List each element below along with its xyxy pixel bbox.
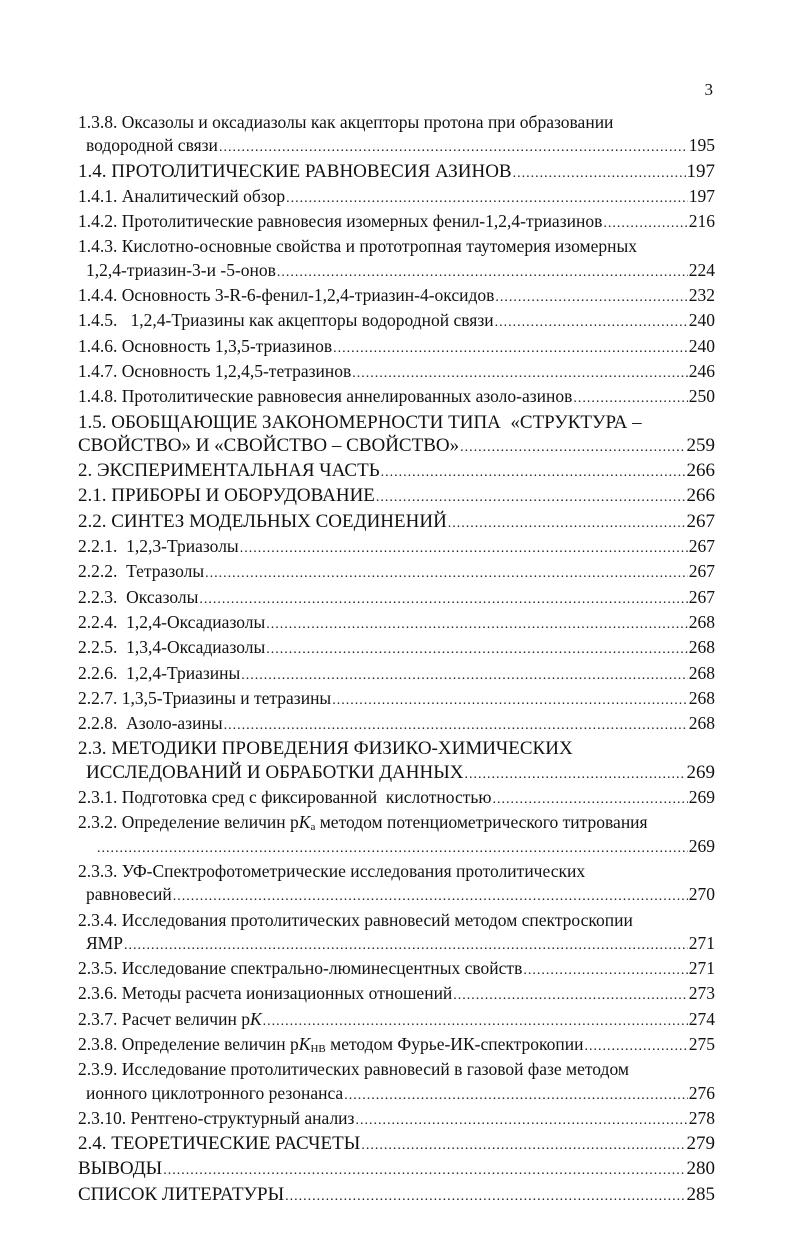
toc-page-number: 270: [688, 884, 715, 905]
toc-page-number: 250: [688, 386, 715, 407]
toc-page-number: 276: [688, 1082, 715, 1103]
toc-page-number: 278: [688, 1107, 715, 1128]
dot-leader: [199, 588, 687, 611]
toc-page-number: 267: [688, 561, 715, 582]
toc-entry-title: 2.3.10. Рентгено-структурный анализ: [78, 1107, 355, 1128]
toc-entry-title: 1.4.5. 1,2,4-Триазины как акцепторы водородной связи: [78, 310, 494, 331]
toc-entry-1-4-1[interactable]: [78, 185, 715, 210]
toc-page-number: 268: [688, 687, 715, 708]
toc-page-number: 269: [688, 835, 715, 856]
toc-page-number: 268: [688, 611, 715, 632]
toc-entry-2-3-10[interactable]: [78, 1107, 715, 1132]
toc-entry-1-4-8[interactable]: [78, 385, 715, 410]
dot-leader: [573, 387, 687, 410]
dot-leader: [381, 461, 686, 484]
toc-entry-title: 2.3.7. Расчет величин pK: [78, 1008, 262, 1029]
toc-entry-title: 2.3.1. Подготовка сред с фиксированной кислотностью: [78, 787, 492, 808]
toc-entry-title: 1.5. ОБОБЩАЮЩИЕ ЗАКОНОМЕРНОСТИ ТИПА «СТРУКТУРА –: [78, 411, 642, 433]
toc-entry-title: 2.2.5. 1,3,4-Оксадиазолы: [78, 637, 266, 658]
toc-page-number: 259: [686, 434, 715, 456]
toc-entry-title: 2.2.2. Тетразолы: [78, 561, 205, 582]
dot-leader: [333, 337, 688, 360]
toc-entry-1-4-2[interactable]: [78, 210, 715, 235]
dot-leader: [285, 1185, 685, 1208]
toc-entry-title: 2.2.4. 1,2,4-Оксадиазолы: [78, 611, 266, 632]
toc-page-number: 268: [688, 662, 715, 683]
table-of-contents: [78, 111, 715, 1208]
toc-entry-2-1[interactable]: [78, 484, 715, 509]
dot-leader: [163, 1159, 685, 1182]
toc-entry-2-2-4[interactable]: [78, 611, 715, 636]
dot-leader: [266, 638, 687, 661]
dot-leader: [465, 763, 686, 786]
toc-entry-1-4-6[interactable]: [78, 335, 715, 360]
toc-page-number: 240: [688, 310, 715, 331]
dot-leader: [263, 1010, 688, 1033]
toc-entry-2-2-6[interactable]: [78, 662, 715, 687]
dot-leader: [495, 286, 687, 309]
toc-page-number: 267: [686, 510, 715, 532]
toc-page-number: 195: [688, 135, 715, 156]
toc-entry-2-3-2[interactable]: [78, 811, 715, 860]
toc-page-number: 267: [688, 536, 715, 557]
toc-entry-2-3-7[interactable]: [78, 1008, 715, 1033]
toc-entry-title: 1.4.1. Аналитический обзор: [78, 185, 286, 206]
dot-leader: [603, 212, 687, 235]
toc-entry-title: 2.4. ТЕОРЕТИЧЕСКИЕ РАСЧЕТЫ: [78, 1133, 361, 1155]
toc-entry-title: 2.3.5. Исследование спектрально-люминесцентных свойств: [78, 958, 523, 979]
dot-leader: [376, 486, 686, 509]
dot-leader: [460, 436, 685, 459]
toc-entry-2-2-1[interactable]: [78, 535, 715, 560]
toc-entry-title: 1.4.3. Кислотно-основные свойства и прототропная таутомерия изомерных: [78, 236, 637, 257]
toc-entry-2-2[interactable]: [78, 510, 715, 535]
toc-entry-1-4-4[interactable]: [78, 284, 715, 309]
toc-page-number: 267: [688, 586, 715, 607]
toc-entry-2-3-9[interactable]: [78, 1058, 715, 1107]
toc-page-number: 285: [686, 1183, 715, 1205]
toc-entry-2-3-8[interactable]: [78, 1033, 715, 1058]
dot-leader: [352, 362, 687, 385]
toc-page-number: 275: [688, 1033, 715, 1054]
dot-leader: [344, 1084, 688, 1107]
dot-leader: [205, 562, 688, 585]
toc-entry-title: 2.2.7. 1,3,5-Триазины и тетразины: [78, 687, 332, 708]
toc-entry-title: 2.3.2. Определение величин $pK_a$ методом потенциометрического титрования: [78, 812, 648, 834]
toc-entry-conclusions[interactable]: [78, 1157, 715, 1182]
dot-leader: [584, 1035, 687, 1058]
toc-entry-2-3-6[interactable]: [78, 982, 715, 1007]
toc-entry-1-5[interactable]: [78, 411, 715, 460]
toc-entry-2-4[interactable]: [78, 1132, 715, 1157]
toc-entry-title: ионного циклотронного резонанса: [86, 1082, 344, 1103]
dot-leader: [513, 162, 686, 185]
toc-page-number: 269: [688, 787, 715, 808]
toc-page-number: 273: [688, 983, 715, 1004]
dot-leader: [332, 689, 688, 712]
toc-entry-2-3-4[interactable]: [78, 909, 715, 958]
toc-entry-title: 2.2.3. Оксазолы: [78, 586, 199, 607]
toc-entry-1-4-3[interactable]: [78, 235, 715, 284]
toc-entry-title: 1.3.8. Оксазолы и оксадиазолы как акцепторы протона при образовании: [78, 112, 614, 132]
toc-page-number: 197: [688, 185, 715, 206]
toc-entry-title: 2.3.4. Исследования протолитических равновесий методом спектроскопии: [78, 909, 633, 930]
toc-entry-title: 2.3.9. Исследование протолитических равновесий в газовой фазе методом: [78, 1059, 629, 1080]
dot-leader: [355, 1109, 687, 1132]
page-number: 3: [704, 80, 713, 99]
toc-page-number: 269: [686, 761, 715, 783]
toc-entry-title: 2.2. СИНТЕЗ МОДЕЛЬНЫХ СОЕДИНЕНИЙ: [78, 510, 447, 532]
toc-page-number: 240: [688, 335, 715, 356]
toc-entry-1-3-8[interactable]: [78, 111, 715, 160]
toc-entry-title: 2.2.8. Азоло-азины: [78, 713, 223, 734]
toc-entry-2-2-7[interactable]: [78, 687, 715, 712]
toc-entry-title: равновесий: [86, 884, 172, 905]
toc-entry-title: 1.4.6. Основность 1,3,5-триазинов: [78, 335, 333, 356]
dot-leader: [97, 837, 688, 860]
toc-entry-2-3[interactable]: [78, 737, 715, 786]
toc-entry-2-3-1[interactable]: [78, 786, 715, 811]
toc-page-number: 274: [688, 1008, 715, 1029]
toc-entry-2-2-3[interactable]: [78, 586, 715, 611]
toc-entry-title: 1.4.7. Основность 1,2,4,5-тетразинов: [78, 360, 352, 381]
dot-leader: [240, 537, 688, 560]
dot-leader: [492, 788, 687, 811]
toc-page-number: 232: [688, 285, 715, 306]
dot-leader: [241, 664, 687, 687]
toc-page-number: 280: [686, 1158, 715, 1180]
dot-leader: [219, 136, 688, 159]
toc-entry-2-2-2[interactable]: [78, 560, 715, 585]
toc-page-number: 271: [688, 958, 715, 979]
toc-entry-title: 1.4. ПРОТОЛИТИЧЕСКИЕ РАВНОВЕСИЯ АЗИНОВ: [78, 160, 512, 182]
dot-leader: [124, 934, 688, 957]
dot-leader: [286, 187, 688, 210]
dot-leader: [224, 714, 688, 737]
toc-entry-1-4-5[interactable]: [78, 309, 715, 334]
toc-entry-title: 2.2.6. 1,2,4-Триазины: [78, 662, 241, 683]
toc-entry-title: ИССЛЕДОВАНИЙ И ОБРАБОТКИ ДАННЫХ: [86, 761, 464, 783]
toc-entry-title: 2. ЭКСПЕРИМЕНТАЛЬНАЯ ЧАСТЬ: [78, 460, 380, 482]
toc-page-number: 279: [686, 1133, 715, 1155]
toc-entry-2-3-3[interactable]: [78, 860, 715, 909]
toc-page-number: 268: [688, 713, 715, 734]
toc-entry-title: водородной связи: [86, 135, 218, 156]
dot-leader: [173, 885, 688, 908]
dot-leader: [448, 512, 686, 535]
toc-entry-2-2-5[interactable]: [78, 636, 715, 661]
toc-entry-title: 2.3.6. Методы расчета ионизационных отношений: [78, 983, 453, 1004]
dot-leader: [495, 311, 688, 334]
toc-page-number: 271: [688, 932, 715, 953]
toc-page-number: 197: [686, 160, 715, 182]
toc-page-number: 224: [688, 259, 715, 280]
toc-page-number: 266: [686, 460, 715, 482]
toc-entry-2-3-5[interactable]: [78, 957, 715, 982]
toc-page-number: 246: [688, 360, 715, 381]
toc-entry-title: ВЫВОДЫ: [78, 1158, 163, 1180]
toc-entry-title: 1,2,4-триазин-3-и -5-онов: [86, 259, 276, 280]
toc-page-number: 216: [688, 211, 715, 232]
dot-leader: [523, 959, 687, 982]
toc-entry-title: 2.3.8. Определение величин $pK_{HB}$ методом Фурье-ИК-спектрокопии: [78, 1033, 584, 1055]
toc-entry-references[interactable]: [78, 1183, 715, 1208]
dot-leader: [277, 261, 688, 284]
toc-entry-title: 1.4.4. Основность 3-R-6-фенил-1,2,4-триазин-4-оксидов: [78, 285, 495, 306]
toc-entry-2[interactable]: [78, 459, 715, 484]
toc-entry-title: 2.3.3. УФ-Спектрофотометрические исследования протолитических: [78, 860, 586, 881]
dot-leader: [266, 613, 687, 636]
toc-entry-title: 2.3. МЕТОДИКИ ПРОВЕДЕНИЯ ФИЗИКО-ХИМИЧЕСКИХ: [78, 738, 573, 760]
toc-entry-title: 1.4.8. Протолитические равновесия аннелированных азоло-азинов: [78, 386, 573, 407]
toc-entry-title: 1.4.2. Протолитические равновесия изомерных фенил-1,2,4-триазинов: [78, 211, 603, 232]
dot-leader: [361, 1134, 685, 1157]
dot-leader: [453, 984, 687, 1007]
toc-entry-1-4-7[interactable]: [78, 360, 715, 385]
toc-entry-title: СВОЙСТВО» И «СВОЙСТВО – СВОЙСТВО»: [78, 434, 460, 456]
toc-entry-2-2-8[interactable]: [78, 712, 715, 737]
toc-page-number: 268: [688, 637, 715, 658]
toc-entry-title: СПИСОК ЛИТЕРАТУРЫ: [78, 1183, 285, 1205]
toc-entry-title: 2.2.1. 1,2,3-Триазолы: [78, 536, 239, 557]
toc-entry-title: 2.1. ПРИБОРЫ И ОБОРУДОВАНИЕ: [78, 485, 375, 507]
toc-entry-1-4[interactable]: [78, 160, 715, 185]
toc-page-number: 266: [686, 485, 715, 507]
toc-entry-title: ЯМР: [86, 932, 123, 953]
